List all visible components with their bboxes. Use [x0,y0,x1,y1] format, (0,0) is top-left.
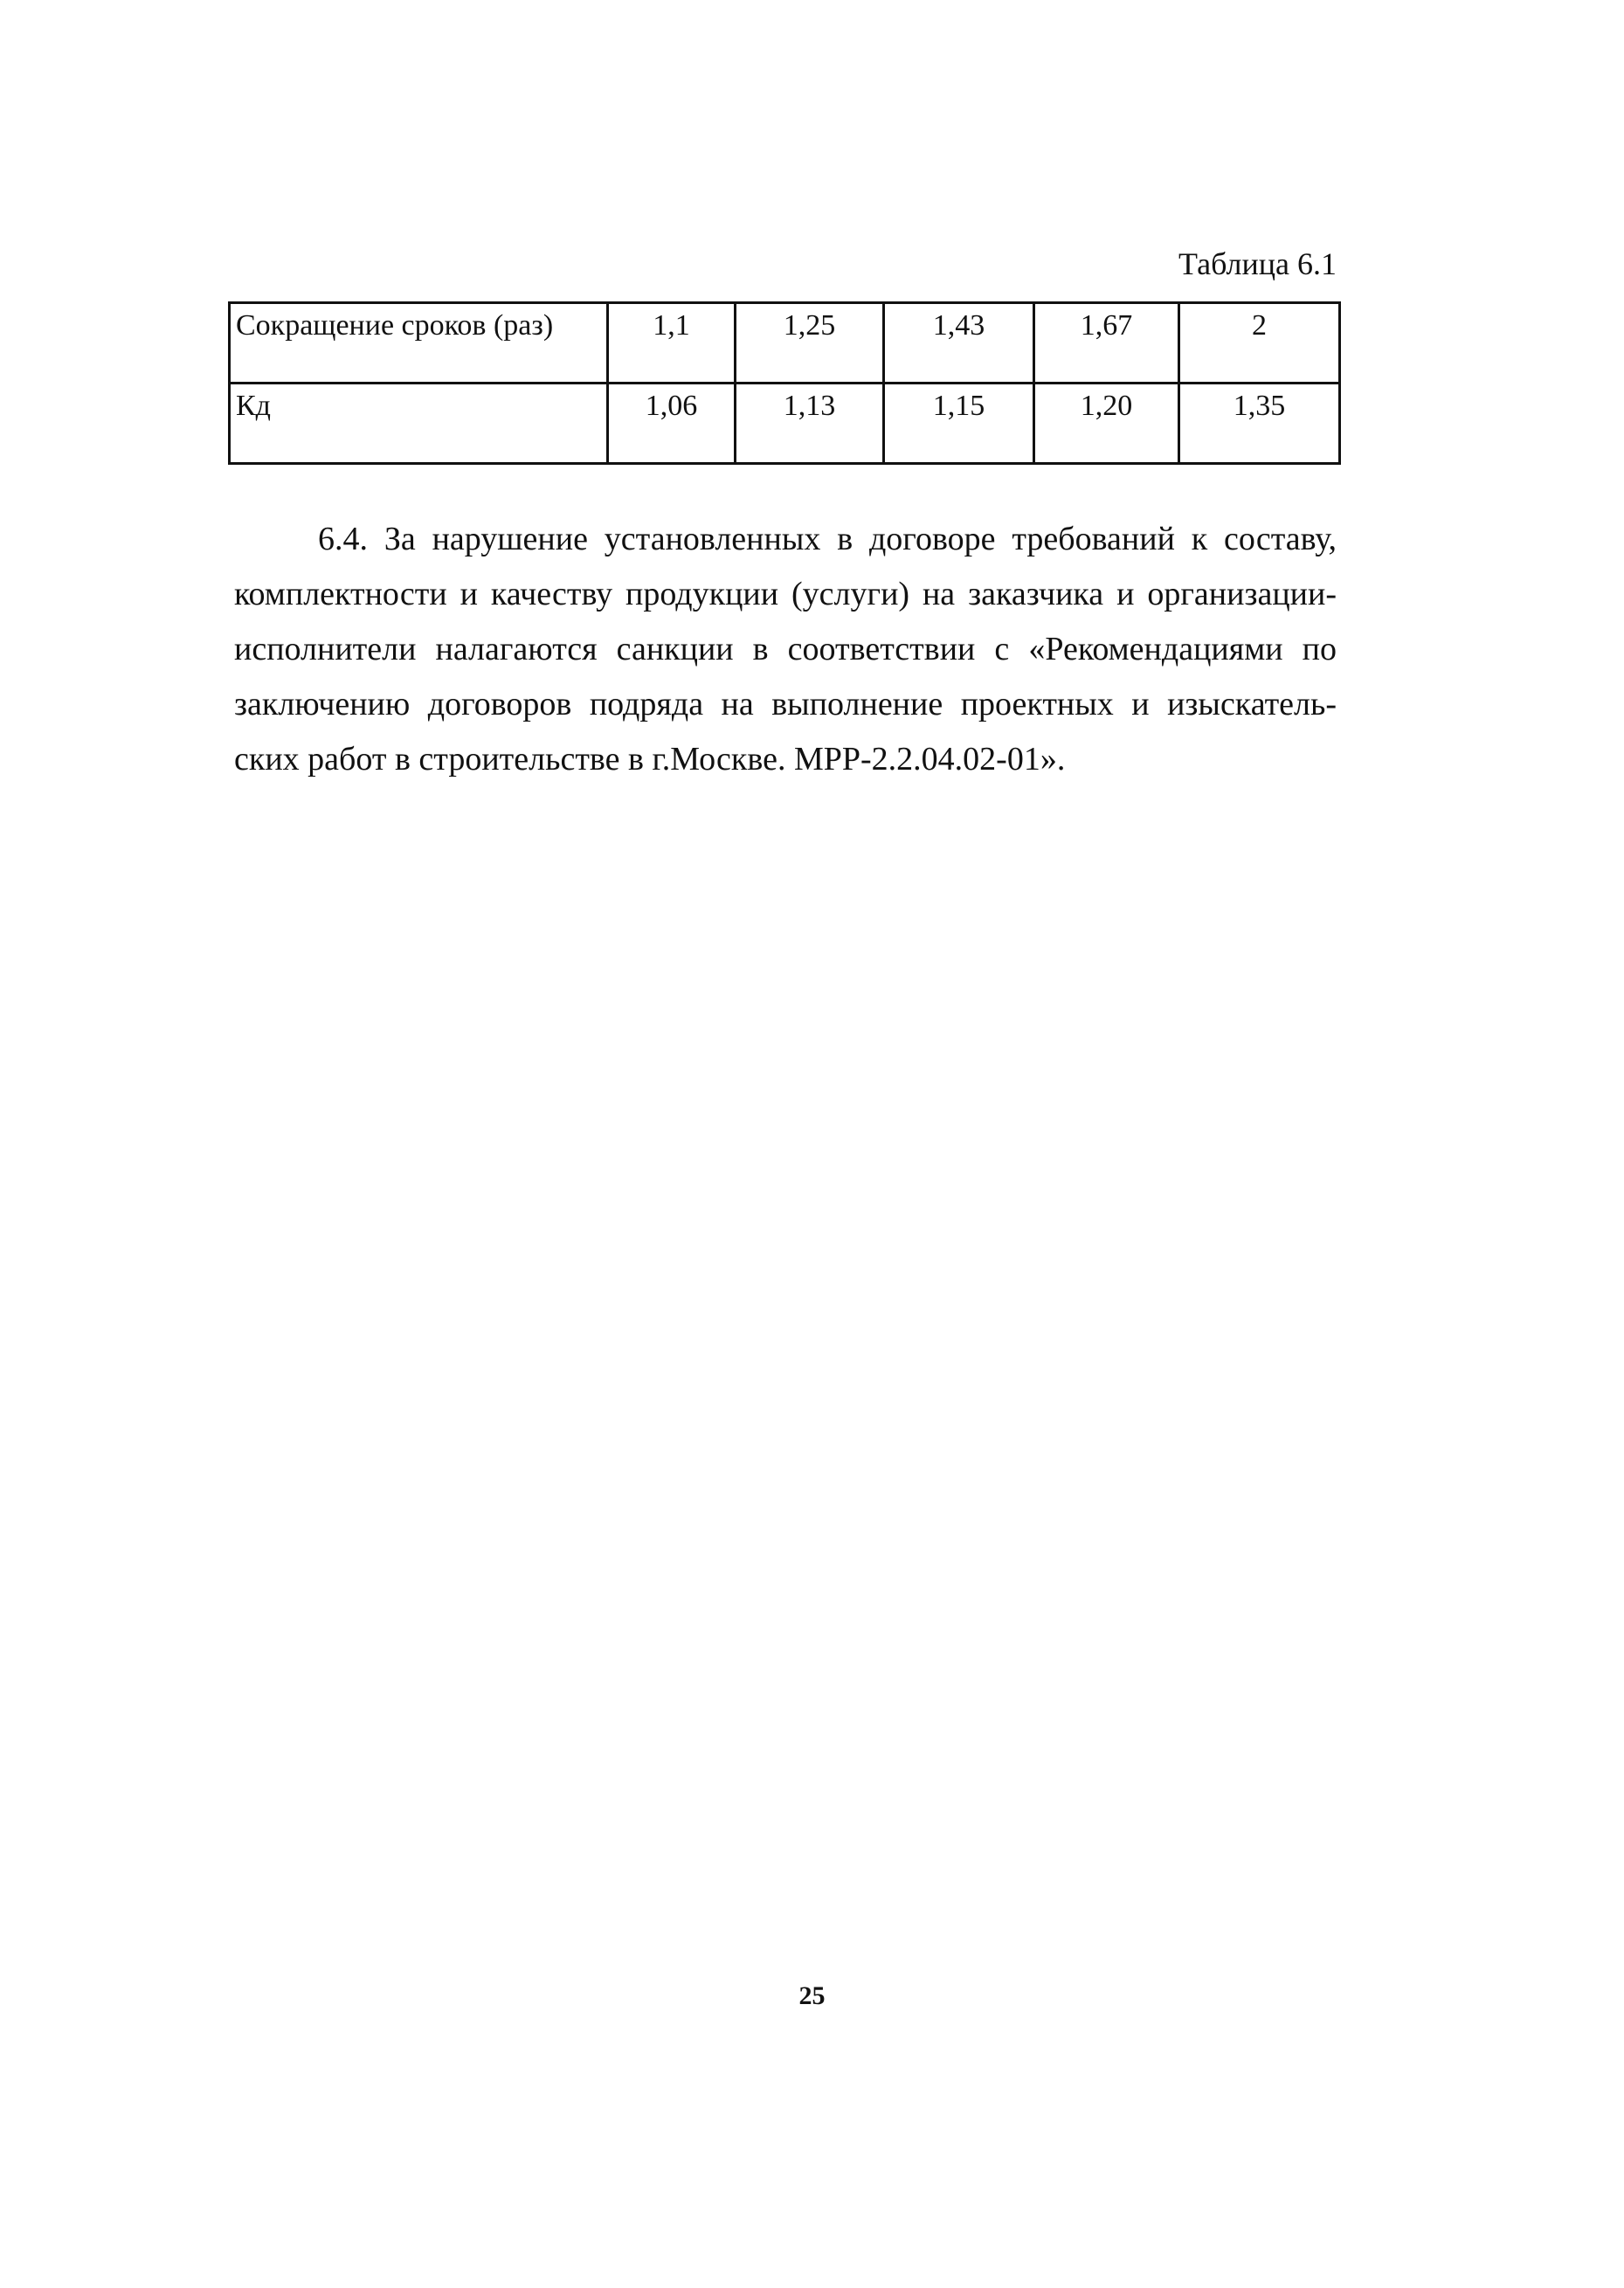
table-cell: 1,67 [1034,303,1179,384]
paragraph-line: исполнители налагаются санкции в соответствии с «Рекомендациями по [234,631,1337,667]
table-cell: 1,1 [608,303,736,384]
paragraph-line: комплектности и качеству продукции (услуги) на заказчика и организации- [234,576,1337,612]
table-cell: 1,13 [736,384,884,464]
table-cell: 1,25 [736,303,884,384]
table-row [230,384,1340,464]
table-cell: 1,06 [608,384,736,464]
coefficient-table [228,301,1341,465]
paragraph-line: 6.4. За нарушение установленных в договоре требований к составу, [318,521,1337,557]
table-caption: Таблица 6.1 [1178,246,1337,281]
table-cell: 2 [1179,303,1340,384]
paragraph-6-4 [234,512,1337,787]
row-label: Кд [230,384,608,464]
paragraph-line: заключению договоров подряда на выполнение проектных и изыскатель- [234,686,1337,722]
paragraph-line: ских работ в строительстве в г.Москве. МРР-2.2.04.02-01». [234,741,1066,778]
table-cell: 1,20 [1034,384,1179,464]
row-label: Сокращение сроков (раз) [230,303,608,384]
table-cell: 1,43 [884,303,1034,384]
table-cell: 1,15 [884,384,1034,464]
table-row [230,303,1340,384]
page-number: 25 [798,1981,826,2010]
table-cell: 1,35 [1179,384,1340,464]
